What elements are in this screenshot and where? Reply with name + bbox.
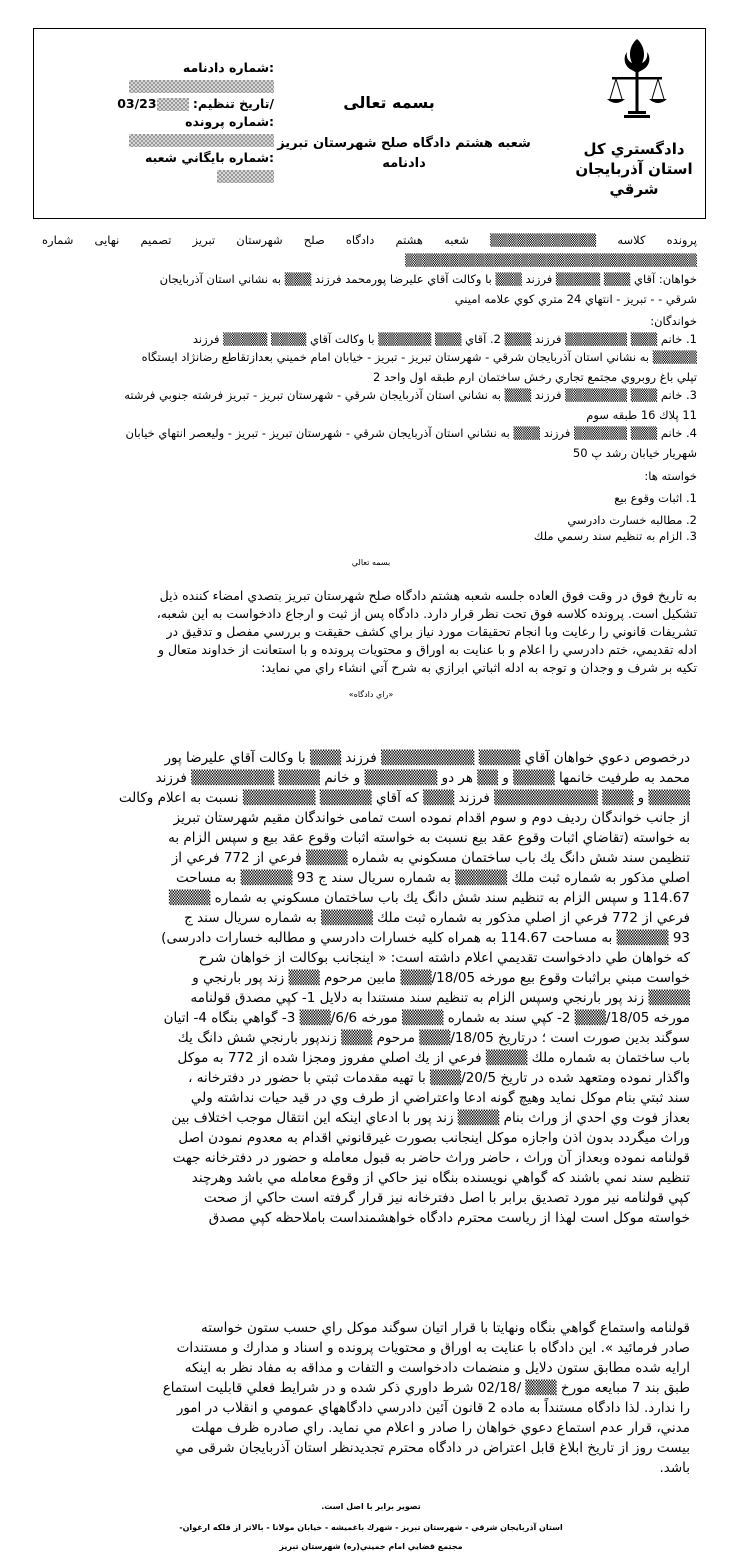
verdict-line: خواسته موكل است لهذا از رياست محترم دادگاه خواهشمنداست باملاحظه كپي مصدق [208,1210,690,1226]
intro-line: تكيه بر شرف و وجدان و توجه به ادله اثباتي ابرازي به شرح آتي انشاء راي مي نمايد: [261,660,697,675]
verdict-line: 114.67 و سپس الزام به تنظيم سند شش دانگ يك باب ساختمان مسكوني به شماره ▒▒▒▒ [168,890,690,906]
body-line: 1. خانم ▒▒▒ ▒▒▒▒▒▒▒ فرزند ▒▒▒ 2. آقاي ▒▒▒ ▒▒▒▒▒▒ با وكالت آقاي ▒▒▒▒ ▒▒▒▒▒ فرزند [192,332,697,346]
body-line: خواندگان: [650,314,697,328]
body-line: خواسته ها: [644,469,697,483]
archive-number-label: شماره بايگاني شعبه: [144,150,274,165]
verdict-line: كه خواهان طي دادخواست تقديمي اعلام داشته است: « اينجانب بوكالت از خواهان شرح [198,950,690,966]
verdict-line: باب ساختمان به شماره ملك ▒▒▒▒ فرعي از يك اصلي مفروز ومجزا شده از 772 به موكل [177,1050,690,1066]
redacted-case-number [129,134,274,147]
bismillah-heading: بسمه تعالی [343,93,435,112]
verdict-number-value [64,77,274,95]
body-line: 1. اثبات وقوع بيع [614,491,697,505]
document-type: دادنامه [382,156,426,171]
intro-line: به تاريخ فوق در وقت فوق العاده جلسه شعبه هشتم دادگاه صلح شهرستان تبريز بتصدي امضاء كننده ذيل [159,588,697,603]
verdict-line: خواست مبني براثبات وقوع بيع مورخه 18/05/▒▒▒ مابين مرحوم ▒▒▒ زند پور بارنجي و [192,970,690,986]
verdict-line: مدني، قرار عدم استماع دعوي خواهان را صادر و اعلام مي نمايد. راي صادره ظرف مهلت [191,1420,690,1436]
court-address-line-2: مجتمع قضايي امام خميني(ره) شهرستان تبريز [279,1542,463,1551]
verdict-line: درخصوص دعوي خواهان آقاي ▒▒▒▒ ▒▒▒▒▒▒▒▒▒ فرزند ▒▒▒ با وكالت آقاي عليرضا پور [164,750,690,766]
verdict-line: سند ثبتي بنام موكل نمايد وهيچ گونه ادعا واعتراضي از طرف وي در قيد حيات نداشته ولي [190,1090,690,1106]
verdict-line: را ندارد. لذا دادگاه مستنداً به ماده 2 قانون آئين دادرسي دادگاههاي عمومي و انقلاب در امور [176,1400,690,1416]
verdict-line: سوگند بدين صورت است ؛ درتاريخ 18/05/▒▒▒ مرحوم ▒▒▒ زندپور بارنجي شش دانگ يك [177,1030,690,1046]
org-line-2: استان آذربايجان [575,160,693,178]
body-line: شرقي - - تبريز - انتهاي 24 متري كوي علامه اميني [454,292,697,306]
verdict-line: محمد به طرفيت خانمها ▒▒▒▒ و ▒▒ هر دو ▒▒▒▒▒▒▒ و خانم ▒▒▒▒ ▒▒▒▒▒▒▒▒ فرزند [155,770,690,786]
intro-line: ادله تقديمي، ختم دادرسي را اعلام و با عنايت به اوراق و محتويات پرونده و با استعانت از خداوند متعال و [157,642,697,657]
iran-judiciary-emblem-icon [604,35,670,123]
verdict-line: از جانب خواندگان رديف دوم و سوم اقدام نموده است تمامی خواندگان مقيم شهرستان تبريز [173,810,690,826]
redacted-date-year [157,98,189,111]
body-line: 3. خانم ▒▒▒ ▒▒▒▒▒▒▒ فرزند ▒▒▒ به نشاني استان آذربايجان شرقي - شهرستان تبريز - تبريز فرشته جنوبي فرشته [124,388,697,402]
verdict-line: وراث ميگردد بدون اذن واجازه موكل اينجانب بصورت غيرقانوني اقدام به معدوم نمودن اصل [178,1130,690,1146]
archive-number-value [64,167,274,185]
verdict-line: 93 ▒▒▒▒▒ به مساحت 114.67 به همراه كليه خسارات دادرسي و مطالبه خسارات دادرسی) [161,930,690,946]
body-line: ▒▒▒▒▒ به نشاني استان آذربايجان شرقي - شهرستان تبريز - تبريز - خيابان امام خميني بعدازتقاطع رضانژاد ايستگاه [141,350,697,364]
org-line-3: شرقي [609,180,659,198]
intro-line: تشكيل است. پرونده كلاسه فوق تحت نظر قرار دارد. دادگاه پس از ثبت و ارجاع دادخواست به اين شعبه، [156,606,697,621]
verdict-line: به خواسته (تقاضاي اثبات وقوع عقد بيع نسبت به خواسته اثبات وقوع عقد بيع و سپس الزام به [168,830,690,846]
body-line: خواهان: آقاي ▒▒▒ ▒▒▒▒▒ فرزند ▒▒▒ با وكالت آقاي عليرضا پورمحمد فرزند ▒▒▒ به نشاني استان آذربايجان [159,272,697,286]
date-label: تاريخ تنظيم: [192,96,270,111]
body-line: تپلي باغ روبروي مجتمع تجاري رخش ساختمان ارم طبقه اول واحد 2 [373,370,697,384]
organization-name [574,139,694,199]
org-line-1: دادگستري کل [583,140,685,158]
certified-copy-stamp: تصوير برابر با اصل است. [321,1502,421,1511]
case-number-value [64,131,274,149]
verdict-line: واگذار نموده ومتعهد شده در تاريخ 20/5/▒▒▒ با تهيه مقدمات ثبتي با حضور در دفترخانه ، [188,1070,690,1086]
body-line: ▒▒▒▒▒▒▒▒▒▒▒▒▒▒▒▒▒▒▒▒▒▒▒▒▒▒▒▒▒▒▒▒▒ [405,253,697,267]
date-row [64,95,274,113]
verdict-line: ▒▒▒▒ و ▒▒▒ ▒▒▒▒▒▒▒▒▒▒ فرزند ▒▒▒ كه آقاي ▒▒▒▒▒ ▒▒▒▒▒▒▒ نسبت به اعلام وكالت [118,790,690,806]
case-number-label: شماره پرونده: [185,114,274,129]
verdict-number-label: شماره دادنامه: [182,60,274,75]
document-metadata [64,59,274,185]
date-value: 03/23/ [117,96,274,111]
court-address-line-1: استان آذربايجان شرقي - شهرستان تبريز - شهرك باغميشه - خيابان مولانا - بالاتر از فلكه ارغوان- [179,1523,563,1532]
verdict-line: طبق بند 7 مبايعه مورخ ▒▒▒ /02/18 شرط داوري ذكر شده و در شرايط فعلي قابليت استماع [162,1380,690,1396]
body-line: 3. الزام به تنظيم سند رسمي ملك [533,529,697,543]
body-line: پرونده کلاسه ▒▒▒▒▒▒▒▒▒▒▒▒ شعبه هشتم دادگاه صلح شهرستان تبريز تصميم نهايی شماره [42,233,697,247]
branch-name: شعبه هشتم دادگاه صلح شهرستان تبريز [277,136,531,151]
verdict-line: كپي قولنامه نير مورد تصديق برابر با اصل دفترخانه نيز قرار گرفته است حاكي از صحت [203,1190,690,1206]
verdict-line: فرعي از 772 فرعي از اصلي مذكور به شماره ثبت ملك ▒▒▒▒▒ به شماره سريال سند ج [184,910,690,926]
body-line: 4. خانم ▒▒▒ ▒▒▒▒▒▒ فرزند ▒▒▒ به نشاني استان آذربايجان شرقي - شهرستان تبريز - تبريز - وليعصر انتهاي خيابان [125,426,697,440]
verdict-line: اصلي مذكور به شماره ثبت ملك ▒▒▒▒▒ به شماره سريال سند ج 93 ▒▒▒▒▒ به مساحت [176,870,690,886]
verdict-line: قولنامه نموده وبعداز آن وراث ، حاضر وراث حاضر به قبول معامله و حضور در دفترخانه جهت [172,1150,690,1166]
verdict-line: تنظيمن سند شش دانگ يك باب ساختمان مسكوني به شماره ▒▒▒▒ فرعي از 772 فرعي از [171,850,690,866]
bismillah-heading-2: بسمه تعالي [351,558,391,567]
body-line: 11 پلاك 16 طبقه سوم [586,408,697,422]
intro-line: تشريفات قانوني را رعايت وبا انجام تحقيقات مورد نياز براي كشف حقيقت و بررسي مفصل و تدقيق در [166,624,697,639]
document-header [33,28,706,219]
body-line: 2. مطالبه خسارت دادرسي [567,513,697,527]
verdict-line: مورخه 18/05/▒▒▒ 2- كپي سند به شماره ▒▒▒▒ مورخه 6/6/▒▒▒ 3- گواهي بنگاه 4- اتيان [163,1010,690,1026]
verdict-line: قولنامه واستماع گواهي بنگاه ونهايتا با قرار اتيان سوگند موكل راي حسب ستون خواسته [201,1320,690,1336]
redacted-verdict-number [129,80,274,93]
court-branch [234,134,574,174]
verdict-line: بعداز فوت وي احدي از وراث بنام ▒▒▒▒ زند پور با ادعاي اينكه اين انتقال موجب اختلاف بين [171,1110,690,1126]
body-line: شهريار خيابان رشد پ 50 [572,446,697,460]
verdict-line: ▒▒▒▒ زند پور بارنجي وسپس الزام به تنظيم سند مستندا به دلايل 1- كپي مصدق قولنامه [190,990,690,1006]
verdict-line: صادر فرمائيد ». اين دادگاه با عنايت به اوراق و محتويات پرونده و اسناد و مدارك و مستندات [176,1340,690,1356]
verdict-line: بيست روز از تاريخ ابلاغ قابل اعتراض در دادگاه محترم تجديدنظر استان آذربايجان شرقی مي [175,1440,690,1456]
verdict-line: ارايه شده مطابق ستون دلايل و منضمات دادخواست و التفات و مداقه به مفاد نظر به اينكه [184,1360,690,1376]
verdict-line: تنظيم سند نمي باشند كه گواهي نويسنده بنگاه نيز حاكي از وقوع معامله مي باشد وهرچند [191,1170,690,1186]
verdict-line: باشد. [659,1460,690,1476]
redacted-archive-number [217,170,274,183]
verdict-title: «راي دادگاه» [348,690,394,699]
